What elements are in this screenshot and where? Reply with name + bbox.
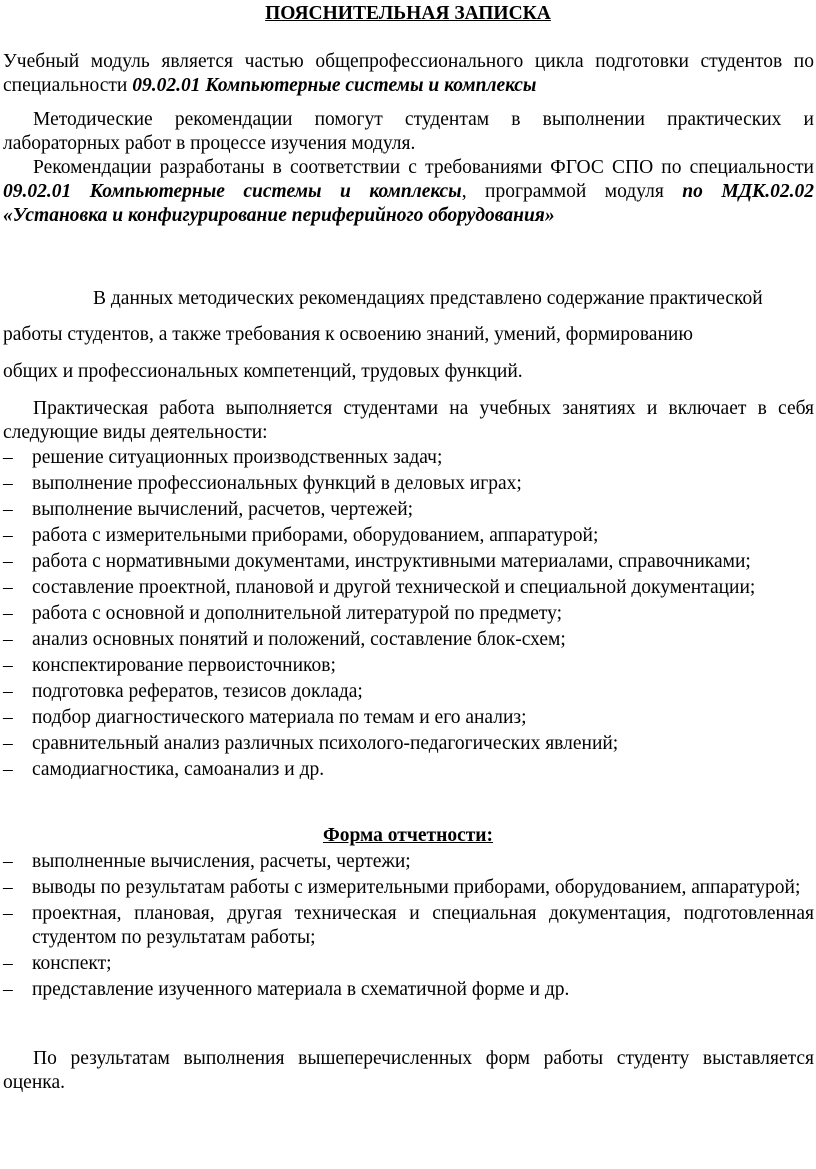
dash-marker: – (3, 903, 13, 924)
list-item: – выполнение профессиональных функций в деловых играх; (3, 473, 522, 494)
recommendations-p2-module: по МДК.02.02 «Установка и конфигурирование периферийного оборудования» (3, 181, 814, 226)
list-item: – конспектирование первоисточников; (3, 655, 336, 676)
list-item: – выводы по результатам работы с измерительными приборами, оборудованием, аппаратурой; (3, 877, 801, 898)
list-item: – выполнение вычислений, расчетов, чертежей; (3, 499, 414, 520)
list-item: – работа с нормативными документами, инструктивными материалами, справочниками; (3, 551, 751, 572)
recommendations-paragraph-1: Методические рекомендации помогут студентам в выполнении практических и лабораторных работ в процессе изучения модуля. (3, 109, 814, 154)
list-item: – работа с основной и дополнительной литературой по предмету; (3, 603, 563, 624)
list-item: – анализ основных понятий и положений, составление блок-схем; (3, 629, 566, 650)
dash-marker: – (3, 759, 13, 780)
dash-marker: – (3, 525, 13, 546)
dash-marker: – (3, 851, 13, 872)
dash-marker: – (3, 603, 13, 624)
dash-marker: – (3, 733, 13, 754)
report-form-title: Форма отчетности: (322, 825, 494, 846)
list-item: – сравнительный анализ различных психолого-педагогических явлений; (3, 733, 619, 754)
recommendations-p2-mid: , программой модуля (461, 181, 683, 202)
list-item: – подготовка рефератов, тезисов доклада; (3, 681, 363, 702)
practical-intro: Практическая работа выполняется студентами на учебных занятиях и включает в себя следующие виды деятельности: (3, 398, 814, 443)
list-item: – работа с измерительными приборами, оборудованием, аппаратурой; (3, 525, 599, 546)
list-item: – решение ситуационных производственных задач; (3, 447, 443, 468)
practical-activities-list (0, 446, 816, 784)
list-item: – проектная, плановая, другая техническая и специальная документация, подготовленная студентом по результатам работы; (3, 903, 814, 948)
content-line-2: работы студентов, а также требования к освоению знаний, умений, формированию (3, 324, 693, 345)
dash-marker: – (3, 979, 13, 1000)
list-item: – выполненные вычисления, расчеты, чертежи; (3, 851, 411, 872)
content-line-3: общих и профессиональных компетенций, трудовых функций. (3, 361, 523, 382)
conclusion-paragraph: По результатам выполнения вышеперечисленных форм работы студенту выставляется оценка. (3, 1048, 814, 1093)
list-item: – конспект; (3, 953, 112, 974)
dash-marker: – (3, 473, 13, 494)
dash-marker: – (3, 577, 13, 598)
list-item: – представление изученного материала в схематичной форме и др. (3, 979, 570, 1000)
dash-marker: – (3, 447, 13, 468)
list-item: – составление проектной, плановой и другой технической и специальной документации; (3, 577, 756, 598)
recommendations-p2-specialty: 09.02.01 Компьютерные системы и комплексы (3, 181, 462, 202)
dash-marker: – (3, 877, 13, 898)
intro-specialty: 09.02.01 Компьютерные системы и комплексы (132, 75, 537, 96)
dash-marker: – (3, 629, 13, 650)
content-line-1: В данных методических рекомендациях представлено содержание практической (93, 288, 763, 309)
dash-marker: – (3, 953, 13, 974)
dash-marker: – (3, 551, 13, 572)
list-item: – подбор диагностического материала по темам и его анализ; (3, 707, 527, 728)
intro-paragraph (3, 50, 814, 98)
document-title: ПОЯСНИТЕЛЬНАЯ ЗАПИСКА (265, 3, 551, 24)
dash-marker: – (3, 655, 13, 676)
recommendations-p2-start: Рекомендации разработаны в соответствии с требованиями ФГОС СПО по специальности (33, 157, 814, 178)
dash-marker: – (3, 681, 13, 702)
intro-text: Учебный модуль является частью общепрофессионального цикла подготовки студентов по специальности (3, 51, 814, 96)
recommendations-paragraph-2 (3, 156, 814, 228)
list-item: – самодиагностика, самоанализ и др. (3, 759, 325, 780)
report-form-list (0, 850, 816, 1004)
dash-marker: – (3, 499, 13, 520)
dash-marker: – (3, 707, 13, 728)
